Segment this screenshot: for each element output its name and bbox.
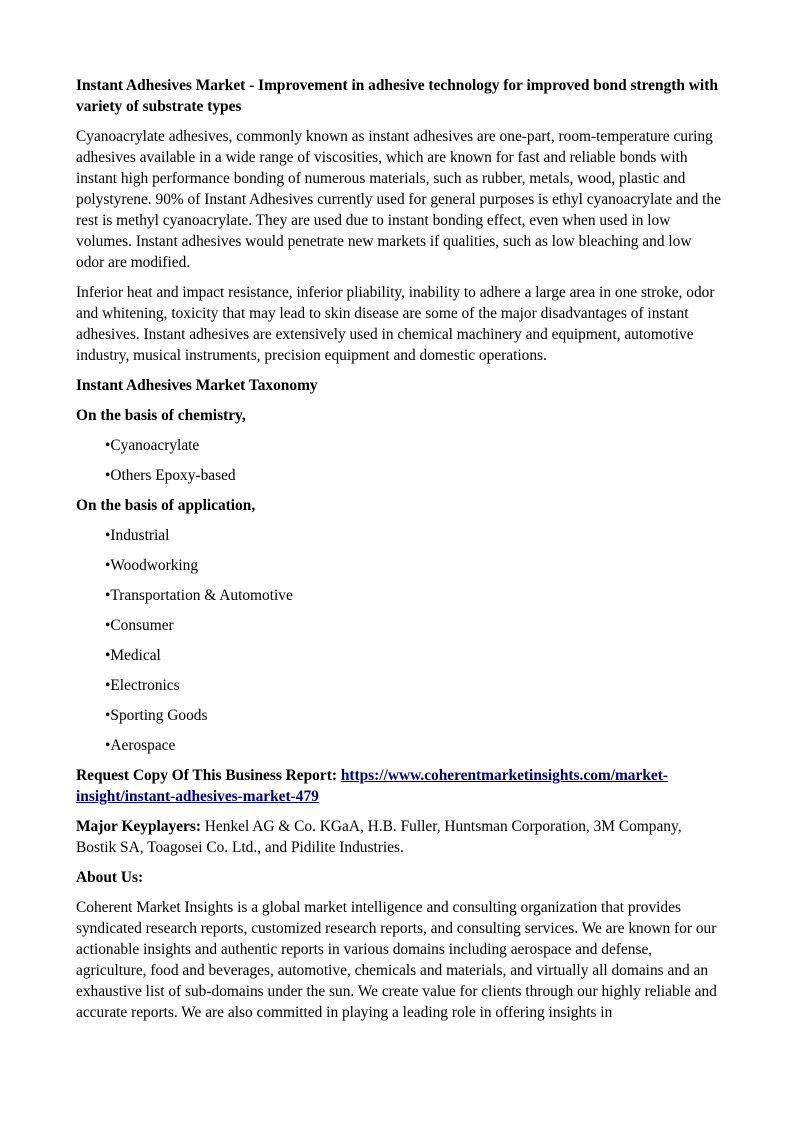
list-item: •Aerospace bbox=[105, 737, 176, 754]
taxonomy-heading: Instant Adhesives Market Taxonomy bbox=[76, 377, 318, 394]
request-label: Request Copy Of This Business Report: bbox=[76, 767, 341, 784]
request-copy bbox=[76, 765, 722, 807]
list-item: •Consumer bbox=[105, 617, 174, 634]
list-item: •Industrial bbox=[105, 527, 170, 544]
list-item: •Woodworking bbox=[105, 557, 199, 574]
list-item: •Medical bbox=[105, 647, 161, 664]
keyplayers bbox=[76, 816, 722, 858]
intro-paragraph: Cyanoacrylate adhesives, commonly known as instant adhesives are one-part, room-temperature curing adhesives available in a wide range of viscosities, which are known for fast and reliable bonds with instant high performance bonding of numerous materials, such as rubber, metals, wood, plastic and polystyrene. 90% of Instant Adhesives currently used for general purposes is ethyl cyanoacrylate and the rest is methyl cyanoacrylate. They are used due to instant bonding effect, even when used in low volumes. Instant adhesives would penetrate new markets if qualities, such as low bleaching and low odor are modified. bbox=[76, 128, 721, 271]
chemistry-heading: On the basis of chemistry, bbox=[76, 407, 246, 424]
report-link[interactable]: https://www.coherentmarketinsights.com/market-insight/instant-adhesives-market-479 bbox=[76, 767, 668, 805]
keyplayers-text: Henkel AG & Co. KGaA, H.B. Fuller, Huntsman Corporation, 3M Company, Bostik SA, Toagosei Co. Ltd., and Pidilite Industries. bbox=[76, 818, 682, 856]
document-page bbox=[76, 75, 722, 1032]
list-item: •Sporting Goods bbox=[105, 707, 208, 724]
list-item: •Others Epoxy-based bbox=[105, 467, 236, 484]
list-item: •Electronics bbox=[105, 677, 180, 694]
disadvantages-paragraph: Inferior heat and impact resistance, inferior pliability, inability to adhere a large area in one stroke, odor and whitening, toxicity that may lead to skin disease are some of the major disadvantages of instant adhesives. Instant adhesives are extensively used in chemical machinery and equipment, automotive industry, musical instruments, precision equipment and domestic operations. bbox=[76, 284, 715, 364]
about-heading: About Us: bbox=[76, 869, 144, 886]
document-title: Instant Adhesives Market - Improvement in adhesive technology for improved bond strength with variety of substrate types bbox=[76, 77, 718, 115]
keyplayers-label: Major Keyplayers: bbox=[76, 818, 201, 835]
application-heading: On the basis of application, bbox=[76, 497, 256, 514]
about-paragraph: Coherent Market Insights is a global market intelligence and consulting organization that provides syndicated research reports, customized research reports, and consulting services. We are known for our actionable insights and authentic reports in various domains including aerospace and defense, agriculture, food and beverages, automotive, chemicals and materials, and virtually all domains and an exhaustive list of sub-domains under the sun. We create value for clients through our highly reliable and accurate reports. We are also committed in playing a leading role in offering insights in bbox=[76, 899, 717, 1021]
list-item: •Transportation & Automotive bbox=[105, 587, 293, 604]
list-item: •Cyanoacrylate bbox=[105, 437, 200, 454]
